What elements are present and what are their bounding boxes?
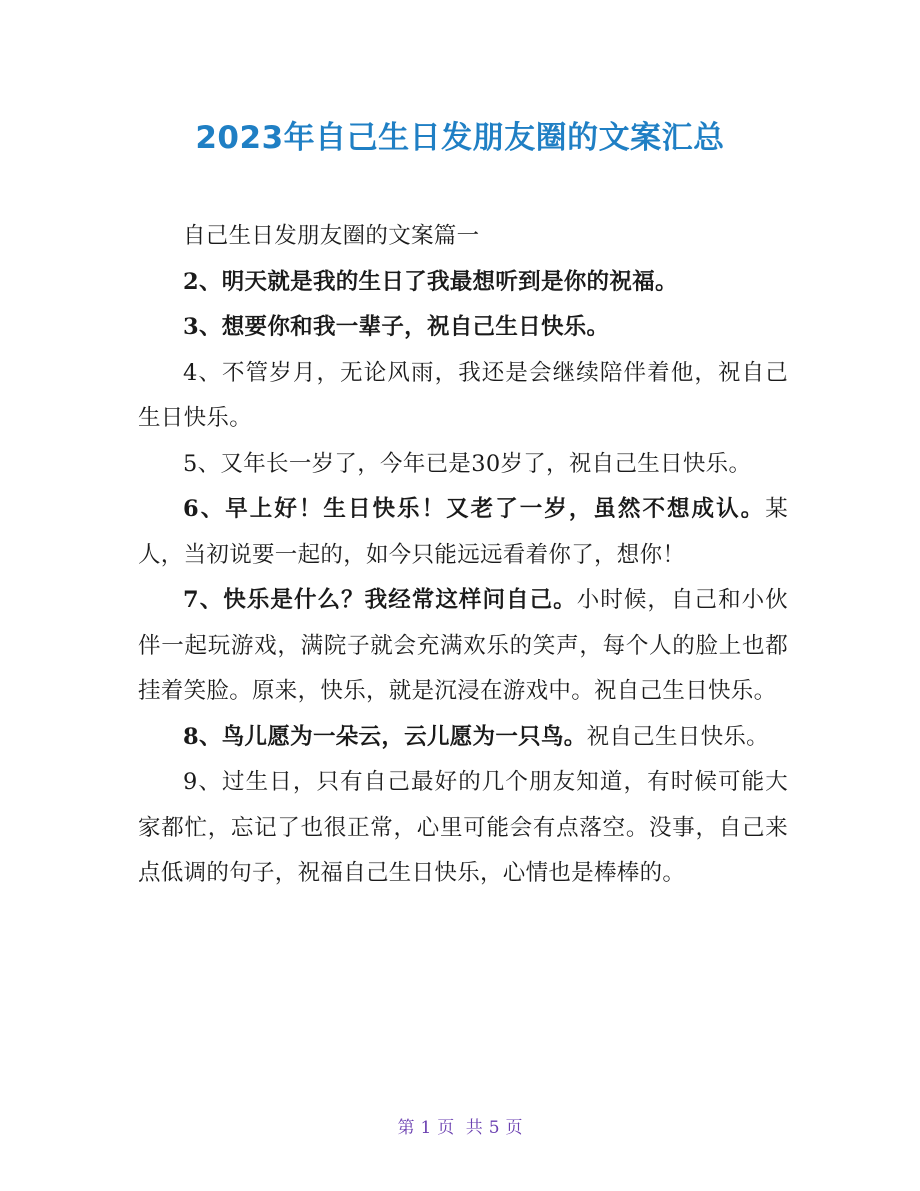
paragraph-text: 自己生日发朋友圈的文案篇一 <box>183 223 480 249</box>
paragraph-item-6 <box>138 487 788 578</box>
paragraph-text: 祝自己生日快乐。 <box>586 723 769 750</box>
document-title: 2023年自己生日发朋友圈的文案汇总 <box>195 120 725 156</box>
paragraph-item-2 <box>138 260 788 306</box>
paragraph-bold-text: 3、想要你和我一辈子，祝自己生日快乐。 <box>183 314 610 340</box>
footer-prefix: 第 <box>397 1118 415 1138</box>
paragraph-text: 4、不管岁月，无论风雨，我还是会继续陪伴着他，祝自己生日快乐。 <box>138 359 788 431</box>
footer-total-pages: 5 <box>488 1118 500 1138</box>
paragraph-item-7 <box>138 578 788 715</box>
footer-page-number: 1 <box>420 1118 432 1138</box>
paragraph-bold-text: 6、早上好！生日快乐！又老了一岁，虽然不想成认。 <box>183 496 766 522</box>
paragraph-heading <box>138 214 788 260</box>
page-footer <box>0 1113 920 1138</box>
document-body <box>138 214 788 897</box>
paragraph-item-8 <box>138 715 788 761</box>
paragraph-text: 5、又年长一岁了，今年已是30岁了，祝自己生日快乐。 <box>183 450 752 477</box>
paragraph-item-9 <box>138 760 788 897</box>
paragraph-bold-text: 7、快乐是什么？我经常这样问自己。 <box>183 587 577 613</box>
footer-suffix: 页 <box>505 1118 523 1138</box>
paragraph-text: 9、过生日，只有自己最好的几个朋友知道，有时候可能大家都忙，忘记了也很正常，心里可能会有点落空。没事，自己来点低调的句子，祝福自己生日快乐，心情也是棒棒的。 <box>138 769 788 886</box>
paragraph-text: 某人，当初说要一起的，如今只能远远看着你了，想你！ <box>138 496 788 568</box>
paragraph-item-3 <box>138 305 788 351</box>
paragraph-text: 小时候，自己和小伙伴一起玩游戏，满院子就会充满欢乐的笑声，每个人的脸上也都挂着笑脸。原来，快乐，就是沉浸在游戏中。祝自己生日快乐。 <box>138 587 788 704</box>
paragraph-item-5 <box>138 442 788 488</box>
paragraph-bold-text: 8、鸟儿愿为一朵云，云儿愿为一只鸟。 <box>183 723 587 750</box>
paragraph-bold-text: 2、明天就是我的生日了我最想听到是你的祝福。 <box>183 268 678 295</box>
footer-middle: 页 共 <box>437 1118 483 1138</box>
paragraph-item-4 <box>138 351 788 442</box>
